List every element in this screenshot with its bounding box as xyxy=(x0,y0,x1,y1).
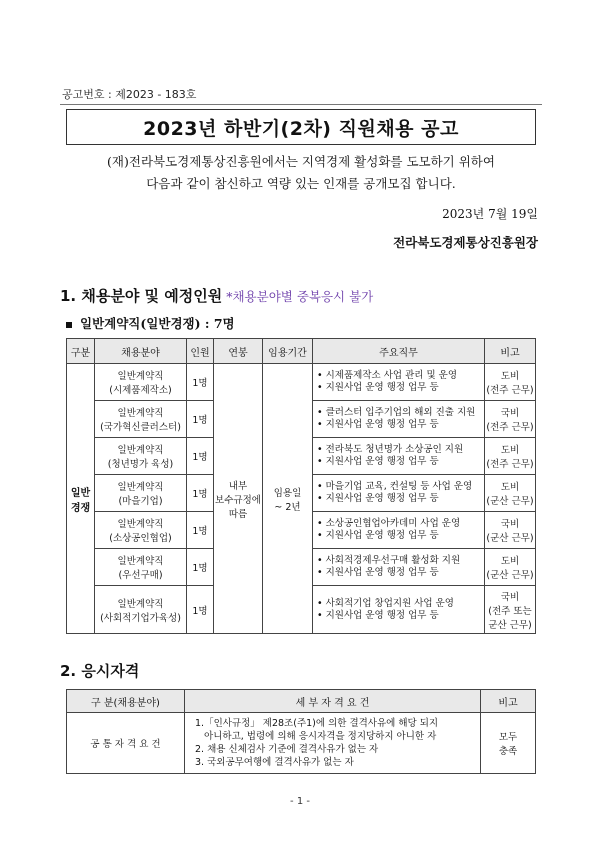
duties-cell xyxy=(313,438,485,475)
note-cell xyxy=(485,364,536,401)
header-note: 비고 xyxy=(481,690,536,713)
field-cell xyxy=(95,401,187,438)
header-term: 임용기간 xyxy=(263,339,313,364)
count-cell: 1명 xyxy=(187,364,214,401)
count-cell: 1명 xyxy=(187,586,214,634)
header-note: 비고 xyxy=(485,339,536,364)
header-division: 구 분(채용분야) xyxy=(67,690,185,713)
count-cell: 1명 xyxy=(187,401,214,438)
note-cell xyxy=(485,475,536,512)
notice-number: 공고번호 : 제2023 - 183호 xyxy=(62,88,197,101)
note-line: (군산 근무) xyxy=(486,570,534,581)
category-line: 경쟁 xyxy=(70,502,91,514)
field-cell xyxy=(95,586,187,634)
field-cell xyxy=(95,438,187,475)
count-cell: 1명 xyxy=(187,549,214,586)
field-line: (청년명가 육성) xyxy=(107,459,174,470)
field-line: (시제품제작소) xyxy=(109,385,172,396)
note-line: (전주 근무) xyxy=(486,459,534,470)
field-cell xyxy=(95,475,187,512)
salary-line: 내부 xyxy=(228,480,248,492)
duty-line: • 지원사업 운영 행정 업무 등 xyxy=(317,609,439,621)
duties-cell xyxy=(313,364,485,401)
table-row xyxy=(67,364,536,401)
section1-title: 1. 채용분야 및 예정인원 xyxy=(60,287,223,305)
field-line: 일반계약직 xyxy=(117,408,164,419)
duty-line: • 지원사업 운영 행정 업무 등 xyxy=(317,567,439,578)
table-header-row xyxy=(67,690,536,713)
note-cell xyxy=(485,401,536,438)
term-line: 임용일 xyxy=(273,487,302,499)
row-label-cell: 공 통 자 격 요 건 xyxy=(67,713,185,774)
table-header-row xyxy=(67,339,536,364)
header-requirements: 세 부 자 격 요 건 xyxy=(185,690,481,713)
field-line: (소상공인협업) xyxy=(109,533,172,544)
note-line: (전주 근무) xyxy=(486,385,534,396)
field-cell xyxy=(95,549,187,586)
duties-cell xyxy=(313,475,485,512)
field-line: (우선구매) xyxy=(118,570,163,581)
header-count: 인원 xyxy=(187,339,214,364)
note-line: 도비 xyxy=(500,371,520,382)
note-line: (전주 또는 xyxy=(488,605,532,617)
salary-line: 보수규정에 xyxy=(215,494,261,506)
note-line: 도비 xyxy=(500,556,520,567)
requirement-line: 2. 채용 신체검사 기준에 결격사유가 없는 자 xyxy=(195,744,379,755)
salary-line: 따름 xyxy=(228,508,248,520)
field-line: 일반계약직 xyxy=(117,371,164,382)
announcement-date: 2023년 7월 19일 xyxy=(442,207,538,221)
header-salary: 연봉 xyxy=(214,339,263,364)
organization-signature: 전라북도경제통상진흥원장 xyxy=(393,235,538,250)
section1-note: *채용분야별 중복응시 불가 xyxy=(226,289,374,304)
note-line: 모두 xyxy=(498,732,518,743)
duty-line: • 지원사업 운영 행정 업무 등 xyxy=(317,382,439,393)
duty-line: • 소상공인협업아카데미 사업 운영 xyxy=(317,518,461,529)
page-title: 2023년 하반기(2차) 직원채용 공고 xyxy=(66,109,536,145)
page-number: - 1 - xyxy=(290,796,310,807)
qualification-table xyxy=(66,689,536,774)
term-line: ~ 2년 xyxy=(274,501,301,513)
intro-line-1: (재)전라북도경제통상진흥원에서는 지역경제 활성화를 도모하기 위하여 xyxy=(107,154,495,169)
duty-line: • 지원사업 운영 행정 업무 등 xyxy=(317,419,439,430)
square-bullet-icon xyxy=(66,322,72,328)
note-line: 국비 xyxy=(500,408,520,419)
category-line: 일반 xyxy=(70,487,91,499)
duty-line: • 사회적경제우선구매 활성화 지원 xyxy=(317,555,461,566)
duties-cell xyxy=(313,586,485,634)
note-cell xyxy=(485,586,536,634)
duties-cell xyxy=(313,512,485,549)
field-line: 일반계약직 xyxy=(117,556,164,567)
note-cell xyxy=(485,512,536,549)
category-cell xyxy=(67,364,95,634)
requirement-line: 아니하고, 법령에 의해 응시자격을 정지당하지 아니한 자 xyxy=(195,731,437,742)
field-line: 일반계약직 xyxy=(117,482,164,493)
field-line: 일반계약직 xyxy=(117,519,164,530)
field-line: 일반계약직 xyxy=(117,598,164,610)
field-cell xyxy=(95,512,187,549)
section2-heading: 2. 응시자격 xyxy=(60,662,140,680)
duty-line: • 사회적기업 창업지원 사업 운영 xyxy=(317,597,454,609)
requirements-cell xyxy=(185,713,481,774)
duty-line: • 지원사업 운영 행정 업무 등 xyxy=(317,493,439,504)
note-line: (군산 근무) xyxy=(486,533,534,544)
duty-line: • 지원사업 운영 행정 업무 등 xyxy=(317,456,439,467)
note-line: 도비 xyxy=(500,482,520,493)
note-line: (전주 근무) xyxy=(486,422,534,433)
table-row xyxy=(67,713,536,774)
note-line: (군산 근무) xyxy=(486,496,534,507)
header-field: 채용분야 xyxy=(95,339,187,364)
count-cell: 1명 xyxy=(187,475,214,512)
field-line: (사회적기업가육성) xyxy=(100,612,181,624)
requirement-line: 1.「인사규정」 제28조(주1)에 의한 결격사유에 해당 되지 xyxy=(195,718,439,729)
note-line: 군산 근무) xyxy=(488,619,532,631)
note-line: 도비 xyxy=(500,445,520,456)
recruitment-table xyxy=(66,338,536,634)
section1-subheading-text: 일반계약직(일반경쟁) : 7명 xyxy=(80,316,235,331)
count-cell: 1명 xyxy=(187,438,214,475)
term-cell xyxy=(263,364,313,634)
section1-subheading xyxy=(66,314,235,332)
note-cell xyxy=(485,438,536,475)
field-line: (국가혁신클러스터) xyxy=(100,422,181,433)
duties-cell xyxy=(313,401,485,438)
duty-line: • 마을기업 교육, 컨설팅 등 사업 운영 xyxy=(317,481,473,492)
duties-cell xyxy=(313,549,485,586)
section1-heading xyxy=(60,285,373,306)
intro-line-2: 다음과 같이 참신하고 역량 있는 인재를 공개모집 합니다. xyxy=(146,176,456,191)
requirement-line: 3. 국외공무여행에 결격사유가 없는 자 xyxy=(195,757,354,768)
duty-line: • 지원사업 운영 행정 업무 등 xyxy=(317,530,439,541)
note-cell xyxy=(481,713,536,774)
count-cell: 1명 xyxy=(187,512,214,549)
note-line: 충족 xyxy=(498,746,518,757)
duty-line: • 전라북도 청년명가 소상공인 지원 xyxy=(317,444,464,455)
duty-line: • 시제품제작소 사업 관리 및 운영 xyxy=(317,370,458,381)
header-divider xyxy=(60,104,542,105)
field-cell xyxy=(95,364,187,401)
field-line: 일반계약직 xyxy=(117,445,164,456)
header-duties: 주요직무 xyxy=(313,339,485,364)
duty-line: • 클러스터 입주기업의 해외 진출 지원 xyxy=(317,407,476,418)
note-line: 국비 xyxy=(500,519,520,530)
header-category: 구분 xyxy=(67,339,95,364)
salary-cell xyxy=(214,364,263,634)
field-line: (마을기업) xyxy=(118,496,163,507)
note-cell xyxy=(485,549,536,586)
note-line: 국비 xyxy=(500,591,520,603)
